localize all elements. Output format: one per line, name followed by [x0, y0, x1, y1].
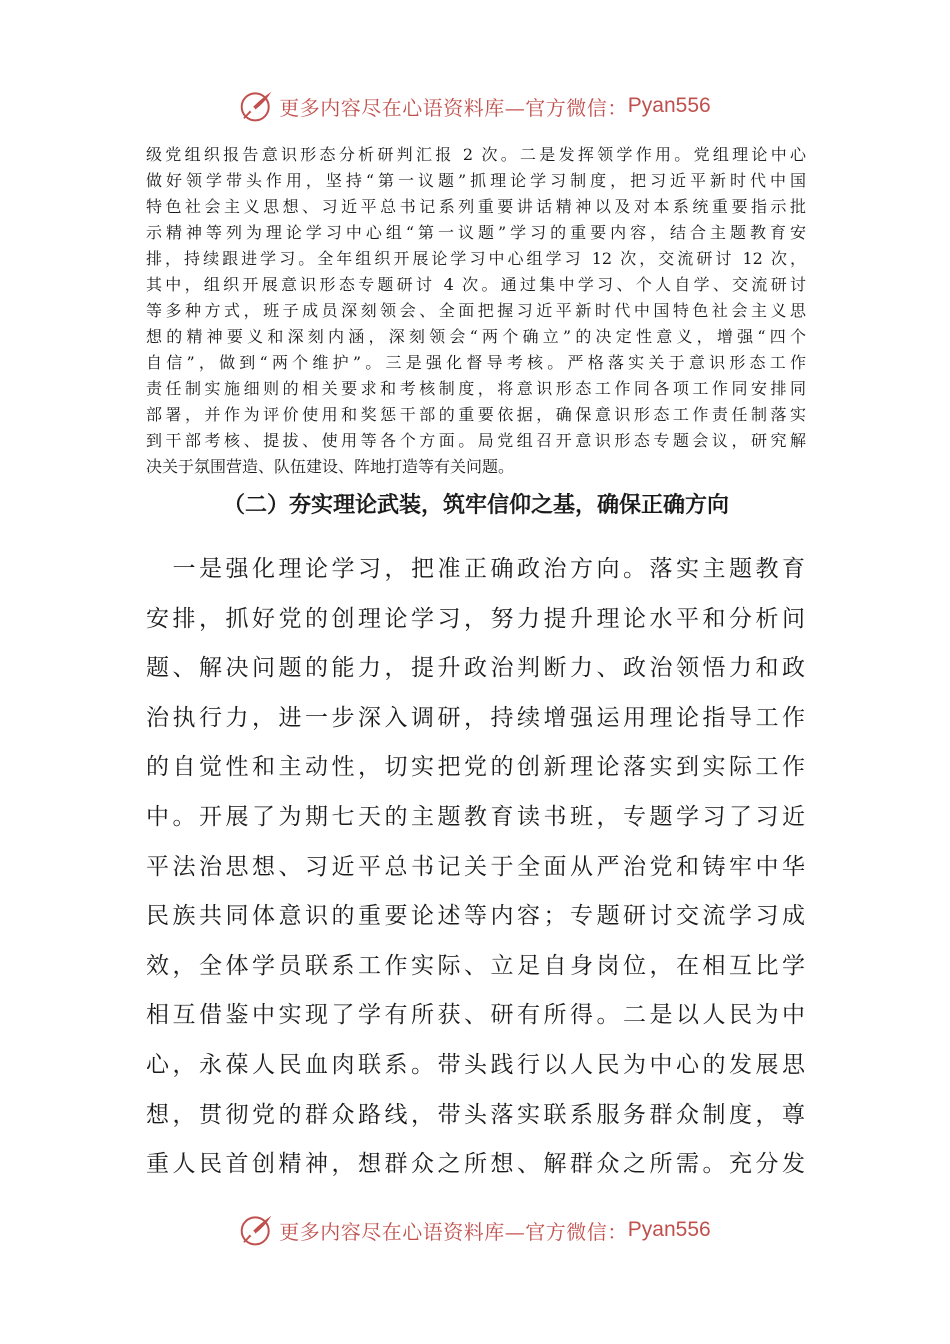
text-line: 排，持续跟进学习。全年组织开展论学习中心组学习 12 次，交流研讨 12 次， [146, 249, 806, 268]
text-line: 民族共同体意识的重要论述等内容；专题研讨交流学习成 [146, 903, 806, 930]
text-line: 重人民首创精神，想群众之所想、解群众之所需。充分发 [146, 1151, 806, 1178]
quill-logo-icon [239, 1212, 275, 1248]
text-line: 想，贯彻党的群众路线，带头落实联系服务群众制度，尊 [146, 1101, 806, 1128]
text-line: 心，永葆人民血肉联系。带头践行以人民为中心的发展思 [146, 1051, 806, 1078]
text-line: 中。开展了为期七天的主题教育读书班，专题学习了习近 [146, 803, 806, 830]
text-line: 做好领学带头作用，坚持“第一议题”抓理论学习制度，把习近平新时代中国 [146, 171, 806, 190]
text-line: 责任制实施细则的相关要求和考核制度，将意识形态工作同各项工作同安排同 [146, 379, 806, 398]
watermark-text: 更多内容尽在心语资料库—官方微信： [279, 1219, 628, 1244]
text-line: 示精神等列为理论学习中心组“第一议题”学习的重要内容，结合主题教育安 [146, 223, 806, 242]
text-line: 其中，组织开展意识形态专题研讨 4 次。通过集中学习、个人自学、交流研讨 [146, 275, 806, 294]
text-line: 部署，并作为评价使用和奖惩干部的重要依据，确保意识形态工作责任制落实 [146, 405, 806, 424]
text-line: 自信”，做到“两个维护”。三是强化督导考核。严格落实关于意识形态工作 [146, 353, 806, 372]
paragraph-large [146, 545, 806, 1190]
quill-logo-icon [239, 88, 275, 124]
text-line: 平法治思想、习近平总书记关于全面从严治党和铸牢中华 [146, 853, 806, 880]
text-line: 一是强化理论学习，把准正确政治方向。落实主题教育 [146, 556, 806, 582]
text-line: 等多种方式，班子成员深刻领会、全面把握习近平新时代中国特色社会主义思 [146, 301, 806, 320]
watermark-wechat-id: Pyan556 [627, 94, 711, 117]
section-heading: （二）夯实理论武装，筑牢信仰之基，确保正确方向 [222, 493, 729, 518]
watermark-footer [0, 1210, 950, 1250]
text-line: 的自觉性和主动性，切实把党的创新理论落实到实际工作 [146, 754, 806, 781]
paragraph-small [146, 142, 806, 480]
text-line: 特色社会主义思想、习近平总书记系列重要讲话精神以及对本系统重要指示批 [146, 197, 806, 216]
text-line: 级党组织报告意识形态分析研判汇报 2 次。二是发挥领学作用。党组理论中心 [146, 145, 806, 164]
text-line: 到干部考核、提拔、使用等各个方面。局党组召开意识形态专题会议，研究解 [146, 431, 806, 450]
text-line: 效，全体学员联系工作实际、立足自身岗位，在相互比学 [146, 952, 806, 979]
text-line: 想的精神要义和深刻内涵，深刻领会“两个确立”的决定性意义，增强“四个 [146, 327, 806, 346]
text-line: 题、解决问题的能力，提升政治判断力、政治领悟力和政 [146, 655, 806, 682]
text-line: 安排，抓好党的创理论学习，努力提升理论水平和分析问 [146, 605, 806, 632]
watermark-text: 更多内容尽在心语资料库—官方微信： [279, 95, 628, 120]
watermark-header [0, 86, 950, 126]
text-line: 相互借鉴中实现了学有所获、研有所得。二是以人民为中 [146, 1002, 806, 1029]
text-line: 治执行力，进一步深入调研，持续增强运用理论指导工作 [146, 704, 806, 731]
watermark-wechat-id: Pyan556 [627, 1218, 711, 1241]
text-line: 决关于氛围营造、队伍建设、阵地打造等有关问题。 [146, 457, 515, 476]
